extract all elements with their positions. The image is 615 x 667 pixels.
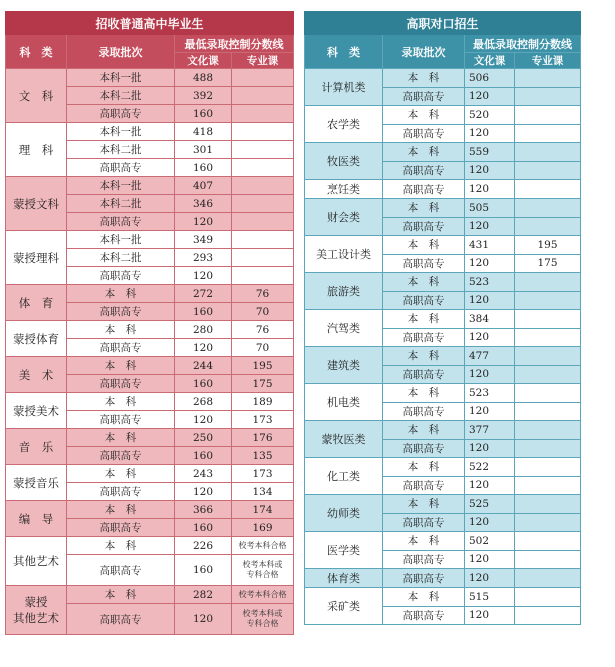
batch-cell: 高职高专 [383,569,465,588]
culture-score-cell: 506 [465,69,515,88]
major-score-cell [515,180,581,199]
culture-score-cell: 488 [175,69,232,87]
batch-cell: 本科一批 [67,177,175,195]
batch-cell: 高职高专 [67,375,175,393]
batch-cell: 本 科 [383,106,465,125]
batch-cell: 本 科 [67,357,175,375]
major-score-cell [232,267,294,285]
batch-cell: 本 科 [67,586,175,604]
batch-cell: 本 科 [383,273,465,292]
table-row [305,199,581,218]
major-score-cell [232,195,294,213]
table-row [6,586,294,604]
batch-cell: 高职高专 [383,87,465,106]
major-score-cell [515,513,581,532]
major-score-cell: 175 [515,254,581,273]
major-score-cell: 134 [232,483,294,501]
table-row [305,458,581,477]
major-score-cell [515,588,581,607]
batch-cell: 高职高专 [383,217,465,236]
batch-cell: 高职高专 [383,328,465,347]
major-score-cell: 135 [232,447,294,465]
batch-cell: 本 科 [383,532,465,551]
table-row [6,69,294,87]
major-score-cell [515,421,581,440]
table-row [305,532,581,551]
culture-score-cell: 366 [175,501,232,519]
culture-score-cell: 418 [175,123,232,141]
category-cell: 蒙牧医类 [305,421,383,458]
major-score-cell [232,159,294,177]
category-cell: 理 科 [6,123,67,177]
culture-score-cell: 520 [465,106,515,125]
header-culture: 文化课 [175,53,232,69]
category-cell: 蒙授音乐 [6,465,67,501]
batch-cell: 高职高专 [383,402,465,421]
culture-score-cell: 120 [465,328,515,347]
culture-score-cell: 120 [175,411,232,429]
header-subject: 科 类 [305,35,383,69]
batch-cell: 高职高专 [383,606,465,625]
major-score-cell [515,347,581,366]
culture-score-cell: 505 [465,199,515,218]
major-score-cell: 76 [232,321,294,339]
major-score-cell [232,231,294,249]
table-row [305,421,581,440]
batch-cell: 高职高专 [383,254,465,273]
major-score-cell: 70 [232,303,294,321]
culture-score-cell: 120 [175,213,232,231]
major-score-cell [515,384,581,403]
batch-cell: 高职高专 [383,513,465,532]
major-score-cell: 189 [232,393,294,411]
major-score-cell [515,606,581,625]
table-row [6,285,294,303]
culture-score-cell: 280 [175,321,232,339]
batch-cell: 本 科 [383,143,465,162]
table-row [305,347,581,366]
table-row [6,429,294,447]
header-subject: 科 类 [6,35,67,69]
table-row [305,106,581,125]
batch-cell: 高职高专 [67,105,175,123]
major-score-cell [232,87,294,105]
batch-cell: 本 科 [67,393,175,411]
culture-score-cell: 160 [175,375,232,393]
category-cell: 农学类 [305,106,383,143]
category-cell: 化工类 [305,458,383,495]
table-row [6,231,294,249]
major-score-cell: 70 [232,339,294,357]
major-score-cell [515,532,581,551]
batch-cell: 本 科 [383,458,465,477]
category-cell: 计算机类 [305,69,383,106]
table-row [305,273,581,292]
culture-score-cell: 120 [175,483,232,501]
culture-score-cell: 431 [465,236,515,255]
category-cell: 蒙授美术 [6,393,67,429]
major-score-cell [515,550,581,569]
major-score-cell [515,143,581,162]
header-major: 专业课 [515,53,581,69]
batch-cell: 高职高专 [67,604,175,635]
batch-cell: 本 科 [67,465,175,483]
batch-cell: 高职高专 [383,161,465,180]
culture-score-cell: 293 [175,249,232,267]
culture-score-cell: 226 [175,537,232,555]
table-row [6,393,294,411]
table-row [305,588,581,607]
major-score-cell [515,310,581,329]
batch-cell: 高职高专 [67,483,175,501]
table-row [6,501,294,519]
batch-cell: 高职高专 [383,180,465,199]
culture-score-cell: 160 [175,303,232,321]
major-score-cell [232,69,294,87]
culture-score-cell: 120 [465,439,515,458]
header-culture: 文化课 [465,53,515,69]
batch-cell: 高职高专 [67,339,175,357]
batch-cell: 本 科 [67,285,175,303]
major-score-cell [515,273,581,292]
culture-score-cell: 120 [465,402,515,421]
culture-score-cell: 559 [465,143,515,162]
culture-score-cell: 160 [175,447,232,465]
major-score-cell: 校考本科或 专科合格 [232,555,294,586]
major-score-cell [515,495,581,514]
culture-score-cell: 268 [175,393,232,411]
category-line: 蒙授 [24,595,48,609]
table-row [305,310,581,329]
culture-score-cell: 523 [465,273,515,292]
major-score-cell [232,249,294,267]
vocational-admission-table [304,11,581,625]
major-score-cell [515,439,581,458]
table-row [305,495,581,514]
category-cell: 美工设计类 [305,236,383,273]
category-cell: 医学类 [305,532,383,569]
culture-score-cell: 120 [175,267,232,285]
culture-score-cell: 160 [175,519,232,537]
header-score: 最低录取控制分数线 [465,35,581,53]
batch-cell: 本 科 [383,236,465,255]
major-score-cell [515,106,581,125]
category-cell: 汽驾类 [305,310,383,347]
major-score-cell [515,476,581,495]
culture-score-cell: 120 [465,254,515,273]
culture-score-cell: 120 [465,180,515,199]
category-cell: 音 乐 [6,429,67,465]
culture-score-cell: 120 [465,569,515,588]
table-row [305,236,581,255]
major-score-cell: 176 [232,429,294,447]
table-row [6,321,294,339]
major-score-cell [515,569,581,588]
culture-score-cell: 407 [175,177,232,195]
culture-score-cell: 522 [465,458,515,477]
major-score-cell: 174 [232,501,294,519]
batch-cell: 高职高专 [67,267,175,285]
table-title: 招收普通高中毕业生 [6,12,294,35]
category-cell: 美 术 [6,357,67,393]
major-score-cell: 173 [232,465,294,483]
major-score-cell: 76 [232,285,294,303]
major-score-cell [232,105,294,123]
culture-score-cell: 120 [465,550,515,569]
culture-score-cell: 523 [465,384,515,403]
major-score-cell: 195 [515,236,581,255]
major-score-cell: 195 [232,357,294,375]
category-cell: 体 育 [6,285,67,321]
category-cell: 采矿类 [305,588,383,625]
batch-cell: 本 科 [383,384,465,403]
table-row [305,143,581,162]
header-batch: 录取批次 [67,35,175,69]
batch-cell: 本 科 [67,501,175,519]
culture-score-cell: 243 [175,465,232,483]
category-cell: 其他艺术 [6,537,67,586]
culture-score-cell: 377 [465,421,515,440]
major-score-cell [515,161,581,180]
major-score-cell: 173 [232,411,294,429]
batch-cell: 本科一批 [67,123,175,141]
culture-score-cell: 120 [465,161,515,180]
batch-cell: 本 科 [67,321,175,339]
culture-score-cell: 160 [175,105,232,123]
batch-cell: 高职高专 [383,365,465,384]
table-row [6,465,294,483]
culture-score-cell: 120 [465,365,515,384]
major-score-cell [515,87,581,106]
header-batch: 录取批次 [383,35,465,69]
culture-score-cell: 120 [465,291,515,310]
batch-cell: 高职高专 [67,159,175,177]
batch-cell: 本 科 [383,421,465,440]
table-row [305,180,581,199]
batch-cell: 本科一批 [67,231,175,249]
culture-score-cell: 160 [175,555,232,586]
category-cell: 蒙授体育 [6,321,67,357]
culture-score-cell: 120 [465,476,515,495]
major-score-cell [232,123,294,141]
batch-cell: 本 科 [67,429,175,447]
culture-score-cell: 301 [175,141,232,159]
batch-cell: 本科一批 [67,69,175,87]
major-score-cell [515,402,581,421]
batch-cell: 高职高专 [383,124,465,143]
culture-score-cell: 160 [175,159,232,177]
batch-cell: 高职高专 [383,439,465,458]
major-score-cell: 175 [232,375,294,393]
batch-cell: 本 科 [383,495,465,514]
batch-cell: 高职高专 [383,476,465,495]
category-cell: 体育类 [305,569,383,588]
category-cell: 蒙授理科 [6,231,67,285]
culture-score-cell: 349 [175,231,232,249]
batch-cell: 本 科 [67,537,175,555]
culture-score-cell: 120 [465,217,515,236]
table-row [6,357,294,375]
category-cell: 幼师类 [305,495,383,532]
culture-score-cell: 120 [465,606,515,625]
culture-score-cell: 120 [175,339,232,357]
culture-score-cell: 120 [175,604,232,635]
batch-cell: 高职高专 [67,411,175,429]
table-row [6,177,294,195]
batch-cell: 本 科 [383,310,465,329]
batch-cell: 本科二批 [67,249,175,267]
batch-cell: 本科二批 [67,87,175,105]
table-title: 高职对口招生 [305,12,581,35]
major-score-cell [515,365,581,384]
culture-score-cell: 282 [175,586,232,604]
category-cell: 编 导 [6,501,67,537]
major-score-cell: 校考本科合格 [232,537,294,555]
culture-score-cell: 272 [175,285,232,303]
culture-score-cell: 120 [465,87,515,106]
culture-score-cell: 525 [465,495,515,514]
batch-cell: 本科二批 [67,195,175,213]
batch-cell: 本 科 [383,588,465,607]
category-cell: 文 科 [6,69,67,123]
batch-cell: 高职高专 [67,555,175,586]
category-cell: 牧医类 [305,143,383,180]
batch-cell: 本 科 [383,69,465,88]
culture-score-cell: 502 [465,532,515,551]
category-cell: 蒙授文科 [6,177,67,231]
category-cell: 旅游类 [305,273,383,310]
table-row [305,384,581,403]
major-score-cell [232,141,294,159]
major-score-cell: 校考本科或 专科合格 [232,604,294,635]
batch-cell: 高职高专 [67,303,175,321]
culture-score-cell: 346 [175,195,232,213]
table-row [305,69,581,88]
general-admission-table [5,11,294,635]
culture-score-cell: 250 [175,429,232,447]
major-score-cell [232,213,294,231]
batch-cell: 高职高专 [383,291,465,310]
batch-cell: 本科二批 [67,141,175,159]
batch-cell: 高职高专 [67,519,175,537]
major-score-cell [515,217,581,236]
batch-cell: 高职高专 [67,447,175,465]
culture-score-cell: 384 [465,310,515,329]
category-cell: 财会类 [305,199,383,236]
major-score-cell [515,328,581,347]
category-cell: 机电类 [305,384,383,421]
batch-cell: 高职高专 [383,550,465,569]
culture-score-cell: 477 [465,347,515,366]
culture-score-cell: 244 [175,357,232,375]
header-major: 专业课 [232,53,294,69]
batch-cell: 本 科 [383,199,465,218]
culture-score-cell: 515 [465,588,515,607]
major-score-cell [232,177,294,195]
culture-score-cell: 392 [175,87,232,105]
major-score-cell: 169 [232,519,294,537]
batch-cell: 高职高专 [67,213,175,231]
table-row [6,123,294,141]
major-score-cell [515,199,581,218]
header-score: 最低录取控制分数线 [175,35,294,53]
major-score-cell [515,124,581,143]
table-row [6,537,294,555]
major-score-cell [515,69,581,88]
category-cell: 建筑类 [305,347,383,384]
table-row [305,569,581,588]
major-score-cell: 校考本科合格 [232,586,294,604]
major-score-cell [515,458,581,477]
category-line: 其他艺术 [13,611,59,625]
culture-score-cell: 120 [465,124,515,143]
batch-cell: 本 科 [383,347,465,366]
major-score-cell [515,291,581,310]
category-cell [6,586,67,635]
culture-score-cell: 120 [465,513,515,532]
category-cell: 烹饪类 [305,180,383,199]
